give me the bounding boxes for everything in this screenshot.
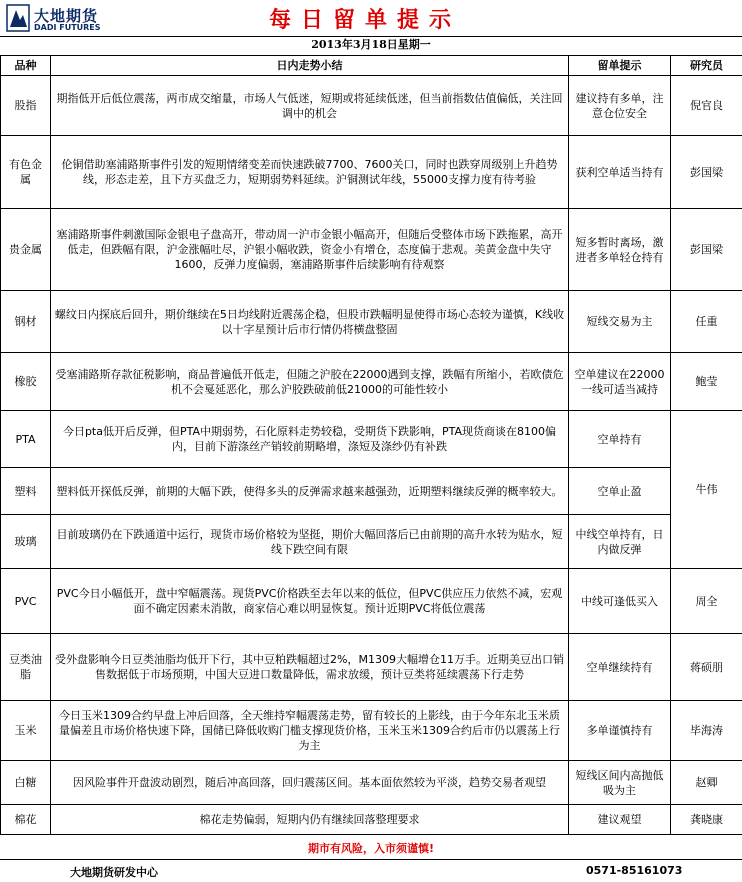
dadi-futures-logo	[6, 4, 126, 34]
col-header-summary: 日内走势小结	[51, 56, 569, 76]
researcher-cell: 倪官良	[671, 76, 742, 136]
tips-table	[0, 55, 742, 835]
tip-cell: 中线可逢低买入	[569, 569, 671, 634]
summary-cell: 伦铜借助塞浦路斯事件引发的短期情绪变差而快速跌破7700、7600关口，同时也跌穿周级别上升趋势线，形态走差，且下方买盘乏力，短期弱势料延续。沪铜测试年线，55000支撑力度有待考验	[51, 136, 569, 209]
variety-cell: 股指	[1, 76, 51, 136]
researcher-cell: 蒋硕朋	[671, 634, 742, 701]
footer-org: 大地期货研发中心	[70, 866, 158, 879]
researcher-cell: 周全	[671, 569, 742, 634]
variety-cell: 贵金属	[1, 209, 51, 291]
summary-cell: 塞浦路斯事件刺激国际金银电子盘高开，带动周一沪市金银小幅高开，但随后受整体市场下跌拖累，高开低走，但跌幅有限，沪金涨幅吐尽，沪银小幅收跌，资金小有增仓，态度偏于悲观。美黄金盘中失守1600，反弹力度偏弱，塞浦路斯事件后续影响有待观察	[51, 209, 569, 291]
summary-cell: 期指低开后低位震荡，两市成交缩量，市场人气低迷，短期或将延续低迷，但当前指数估值偏低，关注回调中的机会	[51, 76, 569, 136]
summary-cell: 今日玉米1309合约早盘上冲后回落，全天维持窄幅震荡走势，留有较长的上影线，由于今年东北玉米质量偏差且市场价格快速下降，国储已降低收购门槛支撑现货价格，玉米玉米1309合约后市仍以震荡上行为主	[51, 701, 569, 761]
table-row	[1, 291, 742, 353]
col-header-researcher: 研究员	[671, 56, 742, 76]
researcher-cell: 任重	[671, 291, 742, 353]
tip-cell: 空单建议在22000一线可适当减持	[569, 353, 671, 411]
researcher-cell: 鲍莹	[671, 353, 742, 411]
tip-cell: 建议观望	[569, 805, 671, 835]
researcher-cell: 牛伟	[671, 411, 742, 569]
report-date: 2013年3月18日星期一	[311, 38, 431, 51]
tip-cell: 中线空单持有，日内做反弹	[569, 515, 671, 569]
table-row	[1, 76, 742, 136]
table-row	[1, 209, 742, 291]
tip-cell: 短多暂时离场，激进者多单轻仓持有	[569, 209, 671, 291]
table-row	[1, 761, 742, 805]
table-row	[1, 136, 742, 209]
risk-notice: 期市有风险，入市须谨慎!	[307, 842, 435, 855]
tip-cell: 空单持有	[569, 411, 671, 468]
summary-cell: 受塞浦路斯存款征税影响，商品普遍低开低走，但随之沪胶在22000遇到支撑，跌幅有所缩小，若欧债危机不会戛延恶化，那么沪胶跌破前低21000的可能性较小	[51, 353, 569, 411]
summary-cell: 目前玻璃仍在下跌通道中运行，现货市场价格较为坚挺，期价大幅回落后已由前期的高升水转为贴水，短线下跌空间有限	[51, 515, 569, 569]
summary-cell: 螺纹日内探底后回升，期价继续在5日均线附近震荡企稳，但股市跌幅明显使得市场心态较为谨慎，K线收以十字星预计后市行情仍将横盘整固	[51, 291, 569, 353]
variety-cell: 豆类油脂	[1, 634, 51, 701]
researcher-cell: 彭国梁	[671, 136, 742, 209]
researcher-cell: 彭国梁	[671, 209, 742, 291]
summary-cell: 因风险事件开盘波动剧烈，随后冲高回落，回归震荡区间。基本面依然较为平淡，趋势交易者观望	[51, 761, 569, 805]
footer	[0, 859, 742, 882]
col-header-tip: 留单提示	[569, 56, 671, 76]
table-row	[1, 805, 742, 835]
summary-cell: 今日pta低开后反弹，但PTA中期弱势，石化原料走势较稳，受期货下跌影响，PTA现货商谈在8100偏内，目前下游涤丝产销较前期略增，涤短及涤纱仍有补跌	[51, 411, 569, 468]
researcher-cell: 赵卿	[671, 761, 742, 805]
summary-cell: 受外盘影响今日豆类油脂均低开下行，其中豆粕跌幅超过2%，M1309大幅增仓11万手。近期美豆出口销售数据低于市场预期，中国大豆进口数量降低，需求放缓，预计豆类将延续震荡下行走势	[51, 634, 569, 701]
tip-cell: 短线区间内高抛低吸为主	[569, 761, 671, 805]
variety-cell: 有色金属	[1, 136, 51, 209]
header	[0, 0, 742, 37]
table-row	[1, 701, 742, 761]
variety-cell: 白糖	[1, 761, 51, 805]
logo-text-cn: 大地期货	[34, 7, 99, 25]
summary-cell: 塑料低开探低反弹，前期的大幅下跌，使得多头的反弹需求越来越强劲，近期塑料继续反弹的概率较大。	[51, 468, 569, 515]
table-row	[1, 411, 742, 468]
variety-cell: 棉花	[1, 805, 51, 835]
table-row	[1, 634, 742, 701]
tip-cell: 空单止盈	[569, 468, 671, 515]
logo-mark-icon	[6, 4, 30, 32]
researcher-cell: 龚晓康	[671, 805, 742, 835]
footer-phone: 0571-85161073	[586, 864, 683, 877]
variety-cell: 塑料	[1, 468, 51, 515]
summary-cell: 棉花走势偏弱，短期内仍有继续回落整理要求	[51, 805, 569, 835]
variety-cell: PVC	[1, 569, 51, 634]
variety-cell: 玉米	[1, 701, 51, 761]
variety-cell: PTA	[1, 411, 51, 468]
summary-cell: PVC今日小幅低开，盘中窄幅震荡。现货PVC价格跌至去年以来的低位，但PVC供应压力依然不减，宏观面不确定因素未消散，商家信心难以明显恢复。预计近期PVC将低位震荡	[51, 569, 569, 634]
table-row	[1, 353, 742, 411]
table-row	[1, 515, 742, 569]
tip-cell: 建议持有多单，注意仓位安全	[569, 76, 671, 136]
tip-cell: 多单谨慎持有	[569, 701, 671, 761]
researcher-cell: 毕海涛	[671, 701, 742, 761]
variety-cell: 钢材	[1, 291, 51, 353]
table-row	[1, 468, 742, 515]
tip-cell: 短线交易为主	[569, 291, 671, 353]
table-row	[1, 569, 742, 634]
logo-text-en: DADI FUTURES	[34, 23, 101, 32]
table-header-row	[1, 56, 742, 76]
variety-cell: 玻璃	[1, 515, 51, 569]
tip-cell: 获利空单适当持有	[569, 136, 671, 209]
page-title: 每日留单提示	[268, 7, 461, 33]
col-header-variety: 品种	[1, 56, 51, 76]
tip-cell: 空单继续持有	[569, 634, 671, 701]
variety-cell: 橡胶	[1, 353, 51, 411]
